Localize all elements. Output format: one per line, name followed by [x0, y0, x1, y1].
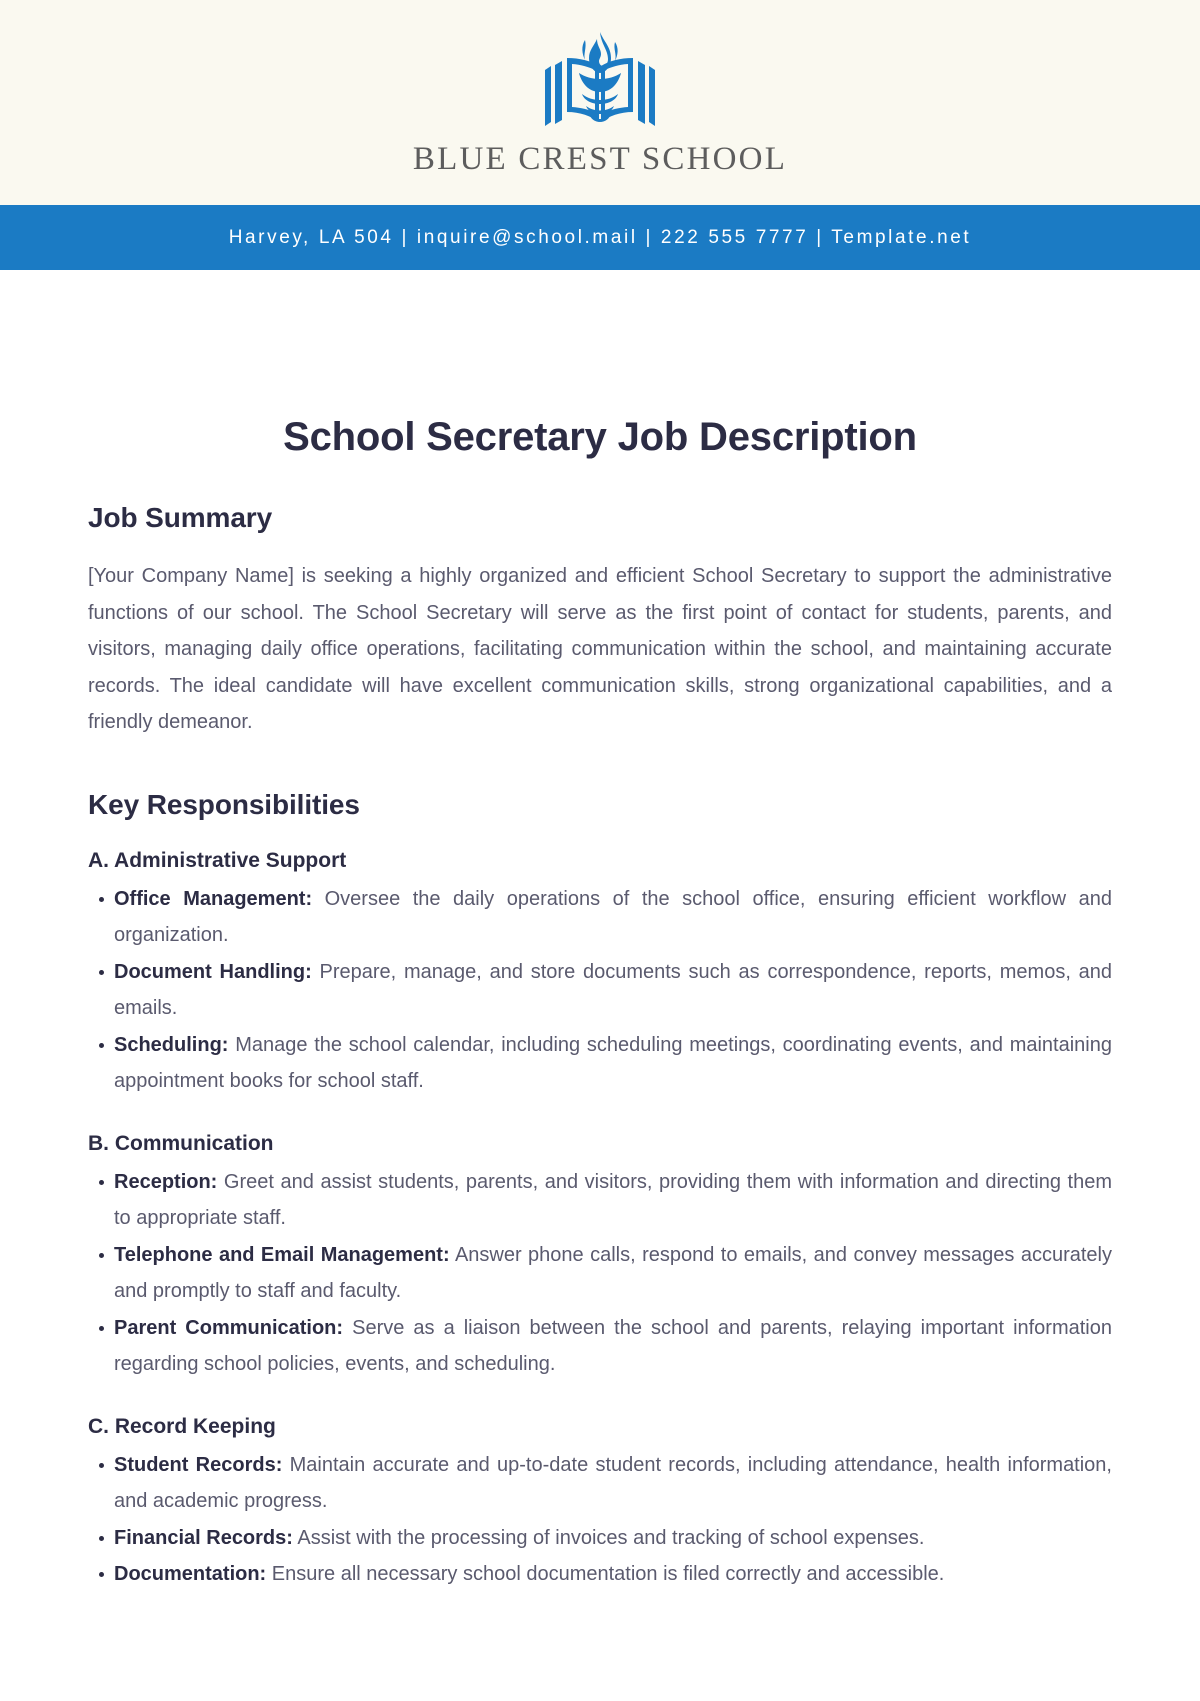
list-item-lead: Student Records: [114, 1453, 283, 1476]
section-heading-key-responsibilities: Key Responsibilities [88, 788, 360, 820]
section-heading-job-summary: Job Summary [88, 502, 273, 533]
contact-info-bar [0, 205, 1200, 270]
responsibility-list-c [88, 1447, 1112, 1593]
list-item-text: Answer phone calls, respond to emails, and convey messages accurately and promptly to staff and faculty. [114, 1243, 1112, 1302]
list-item-text: Maintain accurate and up-to-date student records, including attendance, health information, and academic progress. [114, 1453, 1112, 1512]
list-item-lead: Office Management: [114, 887, 313, 910]
list-item-lead: Reception: [114, 1170, 218, 1193]
list-item-text: Prepare, manage, and store documents such as correspondence, reports, memos, and emails. [114, 960, 1113, 1019]
list-item-lead: Document Handling: [114, 960, 312, 983]
list-item-text: Assist with the processing of invoices and tracking of school expenses. [292, 1526, 925, 1549]
list-item-text: Manage the school calendar, including scheduling meetings, coordinating events, and maintaining appointment books for school staff. [114, 1033, 1112, 1092]
list-item [88, 1447, 1112, 1520]
list-item [88, 1027, 1112, 1100]
list-item-lead: Scheduling: [114, 1033, 229, 1056]
list-item-text: Serve as a liaison between the school and parents, relaying important information regarding school policies, events, and scheduling. [114, 1316, 1112, 1375]
subsection-heading-c: C. Record Keeping [88, 1414, 276, 1438]
list-item [88, 1310, 1112, 1383]
contact-line: Harvey, LA 504 | inquire@school.mail | 222 555 7777 | Template.net [228, 226, 972, 248]
list-item [88, 954, 1112, 1027]
list-item-lead: Parent Communication: [114, 1316, 344, 1339]
list-item-lead: Financial Records: [114, 1526, 293, 1549]
subsection-heading-b: B. Communication [88, 1131, 274, 1155]
school-name: BLUE CREST SCHOOL [412, 141, 788, 177]
list-item [88, 1164, 1112, 1237]
list-item [88, 1556, 1112, 1593]
list-item-lead: Documentation: [114, 1563, 267, 1585]
list-item [88, 881, 1112, 954]
letterhead-header [0, 0, 1200, 205]
job-summary-paragraph: [Your Company Name] is seeking a highly organized and efficient School Secretary to support the administrative functions of our school. The School Secretary will serve as the first point of contact for students, parents, and visitors, managing daily office operations, facilitating communication within the school, and maintaining accurate records. The ideal candidate will have excellent communication skills, strong organizational capabilities, and a friendly demeanor. [88, 565, 1112, 733]
flame-book-logo-icon [535, 30, 665, 135]
list-item [88, 1520, 1112, 1557]
list-item-text: Ensure all necessary school documentation is filed correctly and accessible. [266, 1563, 945, 1585]
list-item-lead: Telephone and Email Management: [114, 1243, 450, 1266]
list-item [88, 1237, 1112, 1310]
responsibility-list-b [88, 1164, 1112, 1383]
page-title: School Secretary Job Description [283, 415, 917, 459]
list-item-text: Oversee the daily operations of the school office, ensuring efficient workflow and organization. [114, 887, 1112, 946]
list-item-text: Greet and assist students, parents, and visitors, providing them with information and directing them to appropriate staff. [114, 1170, 1112, 1229]
subsection-heading-a: A. Administrative Support [88, 848, 347, 872]
document-content [0, 270, 1200, 1593]
responsibility-list-a [88, 881, 1112, 1100]
